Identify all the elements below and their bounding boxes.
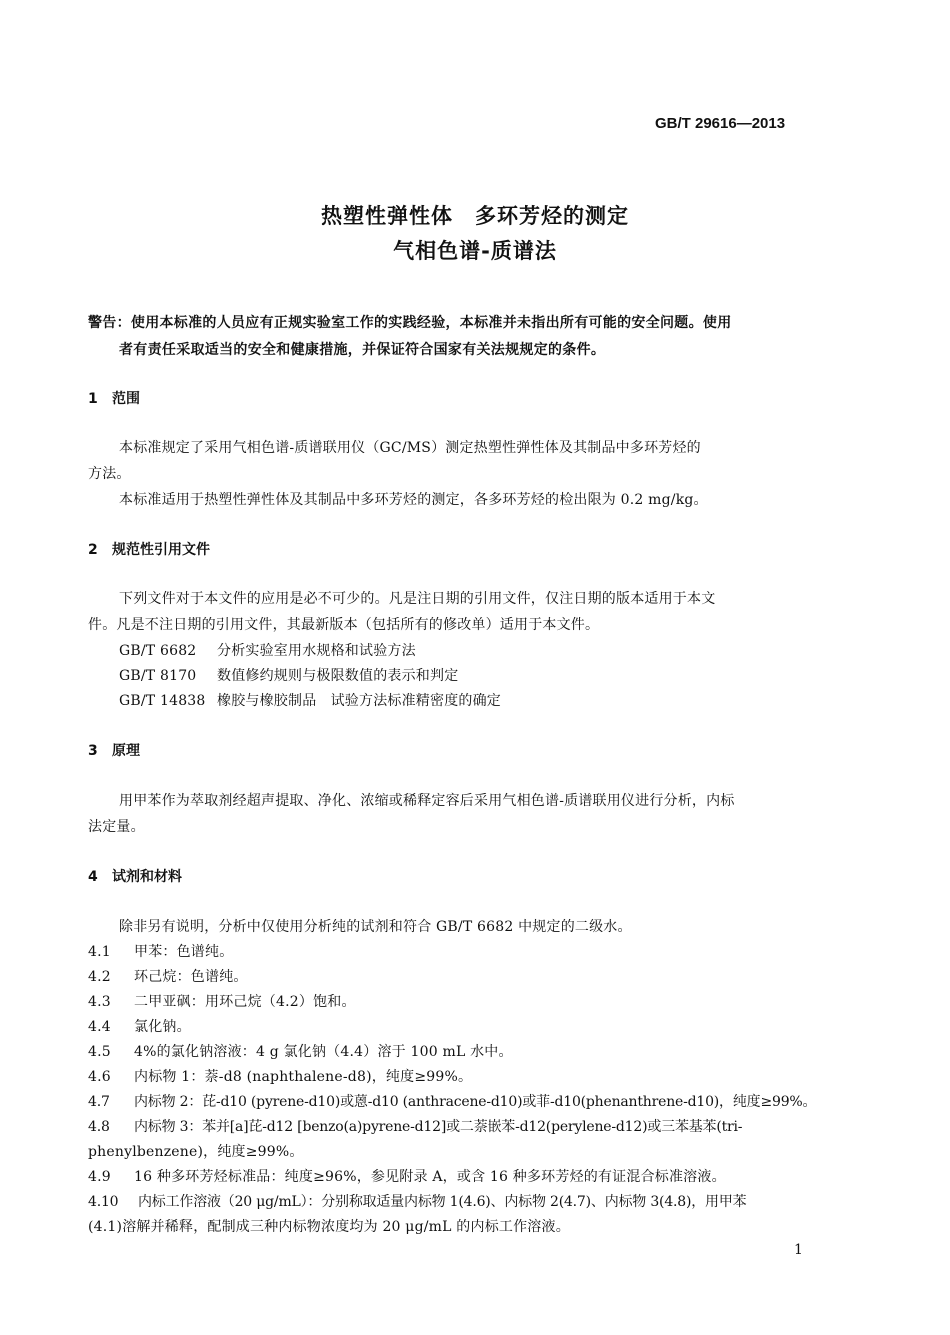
item-text: 环己烷：色谱纯。 [134,969,248,985]
section-number: 4 [88,869,98,885]
reference-title: 橡胶与橡胶制品 试验方法标准精密度的确定 [217,693,501,709]
reference-item [119,690,501,710]
document-title-line1: 热塑性弹性体 多环芳烃的测定 [321,204,629,228]
item-number: 4.6 [88,1069,111,1085]
item-text: 内标物 1：萘-d8 (naphthalene-d8)，纯度≥99%。 [134,1069,473,1085]
paragraph: 本标准规定了采用气相色谱-质谱联用仪（GC/MS）测定热塑性弹性体及其制品中多环芳烃的 [119,440,701,456]
item-number: 4.3 [88,994,111,1010]
reference-code: GB/T 6682 [119,643,197,659]
section-title: 试剂和材料 [112,869,182,885]
item-number: 4.5 [88,1044,111,1060]
paragraph: 件。凡是不注日期的引用文件，其最新版本（包括所有的修改单）适用于本文件。 [88,617,600,633]
section-title: 范围 [112,391,140,407]
list-item [88,966,248,986]
paragraph: 除非另有说明，分析中仅使用分析纯的试剂和符合 GB/T 6682 中规定的二级水。 [119,919,632,935]
item-number: 4.9 [88,1169,111,1185]
item-text: 16 种多环芳烃标准品：纯度≥96%，参见附录 A，或含 16 种多环芳烃的有证混合标准溶液。 [134,1169,726,1185]
warning-line2: 者有责任采取适当的安全和健康措施，并保证符合国家有关法规规定的条件。 [119,342,606,358]
paragraph: 用甲苯作为萃取剂经超声提取、净化、浓缩或稀释定容后采用气相色谱-质谱联用仪进行分析，内标 [119,793,735,809]
list-item [88,941,233,961]
reference-title: 数值修约规则与极限数值的表示和判定 [217,668,459,684]
item-text: 内标物 2：芘-d10 (pyrene-d10)或蒽-d10 (anthracene-d10)或菲-d10(phenanthrene-d10)，纯度≥99%。 [134,1094,817,1110]
list-item-continuation: phenylbenzene)，纯度≥99%。 [88,1144,304,1160]
warning-line1: 警告：使用本标准的人员应有正规实验室工作的实践经验，本标准并未指出所有可能的安全问题。使用 [88,315,732,331]
paragraph: 方法。 [88,466,131,482]
section-number: 1 [88,391,98,407]
item-number: 4.2 [88,969,111,985]
paragraph: 法定量。 [88,819,145,835]
list-item [88,1091,816,1111]
reference-title: 分析实验室用水规格和试验方法 [217,643,416,659]
section-number: 2 [88,542,98,558]
reference-code: GB/T 14838 [119,693,206,709]
list-item-continuation: (4.1)溶解并稀释，配制成三种内标物浓度均为 20 μg/mL 的内标工作溶液。 [88,1219,570,1235]
section-title: 规范性引用文件 [112,542,210,558]
section-heading-principle [88,740,140,760]
item-text: 4%的氯化钠溶液：4 g 氯化钠（4.4）溶于 100 mL 水中。 [134,1044,513,1060]
item-number: 4.7 [88,1094,110,1110]
item-text: 二甲亚砜：用环己烷（4.2）饱和。 [134,994,356,1010]
item-text: 内标物 3：苯并[a]芘-d12 [benzo(a)pyrene-d12]或二萘嵌苯-d12(perylene-d12)或三苯基苯(tri- [134,1119,743,1135]
reference-code: GB/T 8170 [119,668,197,684]
item-number: 4.8 [88,1119,110,1135]
section-heading-normative-references [88,539,210,559]
reference-item [119,665,458,685]
item-number: 4.1 [88,944,111,960]
section-number: 3 [88,743,98,759]
reference-item [119,640,416,660]
item-number: 4.4 [88,1019,111,1035]
list-item [88,1016,191,1036]
document-title-line2: 气相色谱-质谱法 [393,239,557,263]
standard-number: GB/T 29616—2013 [655,115,786,132]
list-item [88,991,356,1011]
item-text: 氯化钠。 [134,1019,191,1035]
section-title: 原理 [112,743,140,759]
section-heading-scope [88,388,140,408]
list-item [88,1066,472,1086]
list-item [88,1166,726,1186]
list-item [88,1191,746,1211]
section-heading-reagents-materials [88,866,182,886]
list-item [88,1116,742,1136]
item-number: 4.10 [88,1194,119,1210]
list-item [88,1041,513,1061]
page-number: 1 [794,1242,803,1258]
item-text: 甲苯：色谱纯。 [134,944,234,960]
paragraph: 下列文件对于本文件的应用是必不可少的。凡是注日期的引用文件，仅注日期的版本适用于本文 [119,591,716,607]
item-text: 内标工作溶液（20 μg/mL）：分别称取适量内标物 1(4.6)、内标物 2(4.7)、内标物 3(4.8)，用甲苯 [138,1194,747,1210]
paragraph: 本标准适用于热塑性弹性体及其制品中多环芳烃的测定，各多环芳烃的检出限为 0.2 mg/kg。 [119,492,708,508]
